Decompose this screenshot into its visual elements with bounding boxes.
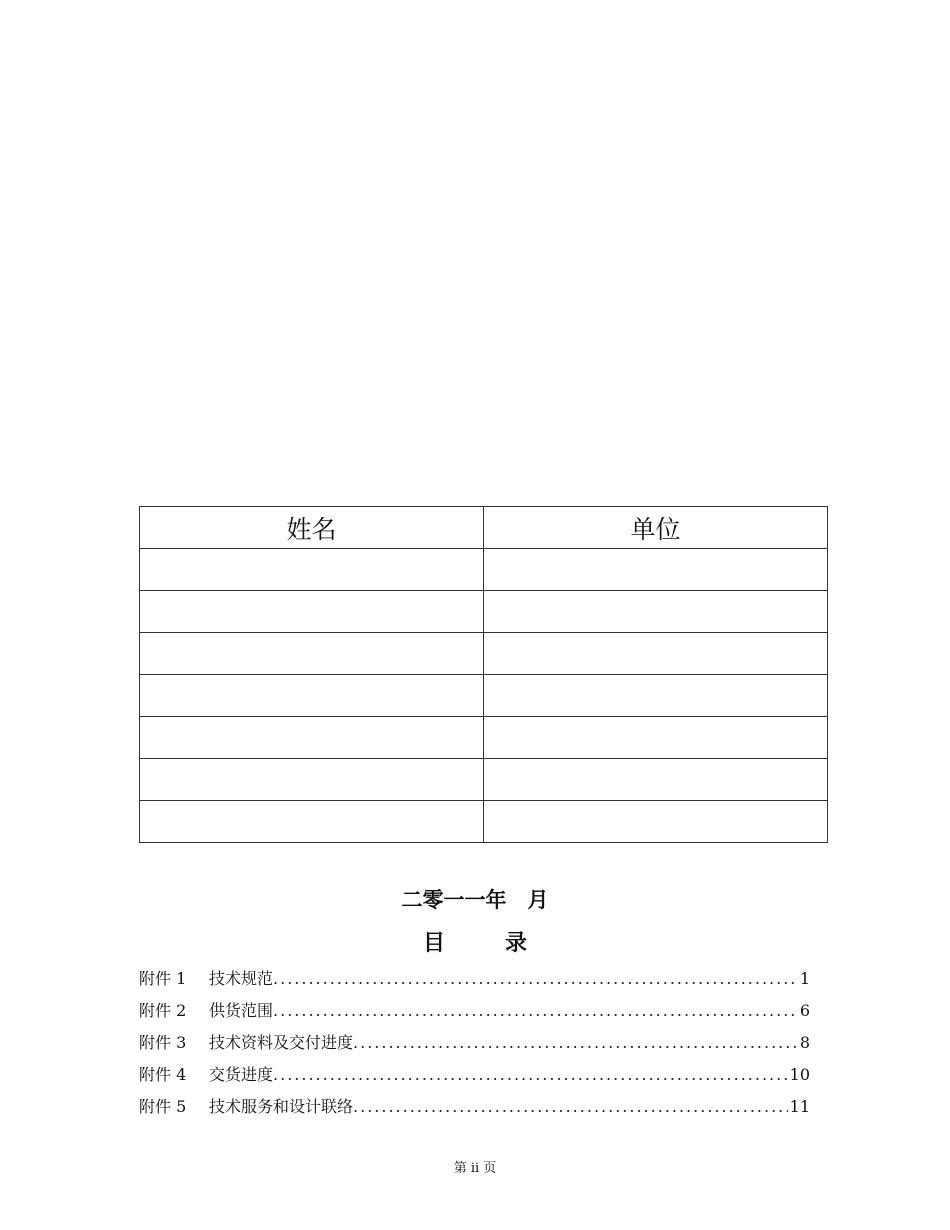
header-unit: 单位	[484, 507, 828, 549]
table-row	[140, 633, 828, 675]
toc-title-left: 目	[422, 931, 445, 956]
name-cell[interactable]	[140, 801, 484, 843]
unit-cell[interactable]	[484, 759, 828, 801]
toc-entry-page: 10	[789, 1065, 810, 1084]
toc-entry[interactable]	[139, 1062, 810, 1094]
toc-entry-label: 附件 3	[139, 1033, 187, 1052]
table-of-contents	[139, 966, 810, 1126]
unit-cell[interactable]	[484, 717, 828, 759]
toc-leader-dots	[273, 969, 798, 988]
table-header-row	[140, 507, 828, 549]
toc-title	[0, 926, 950, 957]
toc-leader-dots	[353, 1033, 798, 1052]
toc-entry[interactable]	[139, 1030, 810, 1062]
toc-entry-label: 附件 4	[139, 1065, 187, 1084]
toc-entry[interactable]	[139, 998, 810, 1030]
unit-cell[interactable]	[484, 591, 828, 633]
toc-entry-text: 技术规范	[209, 969, 274, 988]
toc-entry-label: 附件 2	[139, 1001, 187, 1020]
unit-cell[interactable]	[484, 801, 828, 843]
table-row	[140, 549, 828, 591]
toc-entry-text: 技术资料及交付进度	[209, 1033, 354, 1052]
toc-entry-label: 附件 1	[139, 969, 187, 988]
unit-cell[interactable]	[484, 633, 828, 675]
header-name: 姓名	[140, 507, 484, 549]
toc-entry[interactable]	[139, 966, 810, 998]
name-cell[interactable]	[140, 549, 484, 591]
name-cell[interactable]	[140, 717, 484, 759]
toc-entry-page: 6	[799, 1001, 810, 1020]
name-cell[interactable]	[140, 591, 484, 633]
name-cell[interactable]	[140, 633, 484, 675]
page-footer: 第 ii 页	[453, 1161, 497, 1176]
signature-table	[139, 506, 828, 843]
unit-cell[interactable]	[484, 549, 828, 591]
table-row	[140, 675, 828, 717]
unit-cell[interactable]	[484, 675, 828, 717]
toc-entry-page: 8	[799, 1033, 810, 1052]
table-row	[140, 717, 828, 759]
toc-entry[interactable]	[139, 1094, 810, 1126]
name-cell[interactable]	[140, 759, 484, 801]
toc-title-right: 录	[505, 931, 528, 956]
toc-entry-label: 附件 5	[139, 1097, 187, 1116]
toc-leader-dots	[353, 1097, 788, 1116]
name-cell[interactable]	[140, 675, 484, 717]
toc-entry-page: 11	[789, 1097, 810, 1116]
date-line: 二零一一年 月	[401, 888, 549, 912]
toc-entry-text: 交货进度	[209, 1065, 274, 1084]
table-row	[140, 801, 828, 843]
table-row	[140, 591, 828, 633]
toc-leader-dots	[273, 1001, 798, 1020]
toc-entry-text: 技术服务和设计联络	[209, 1097, 354, 1116]
toc-leader-dots	[273, 1065, 788, 1084]
toc-entry-text: 供货范围	[209, 1001, 274, 1020]
toc-entry-page: 1	[799, 969, 810, 988]
table-row	[140, 759, 828, 801]
